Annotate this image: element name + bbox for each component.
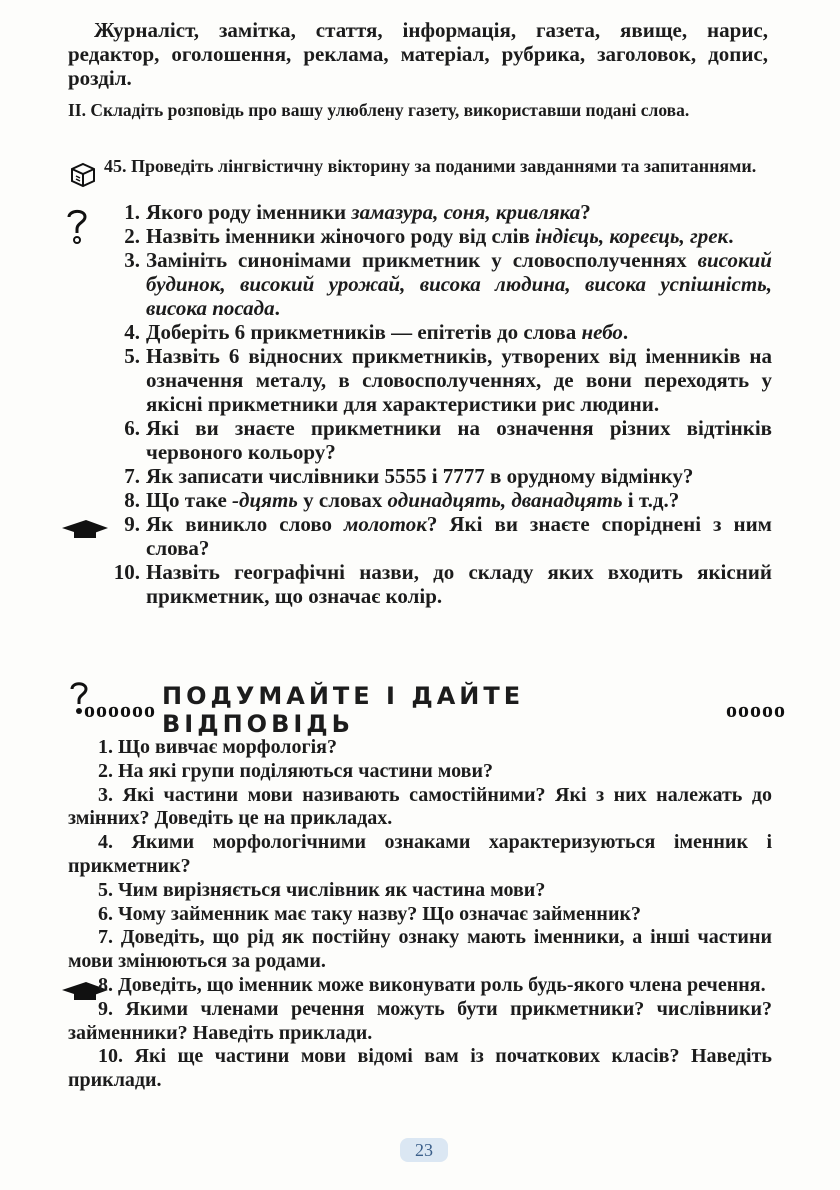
section-dots-left: oooooo [84, 697, 156, 722]
quiz-example-words: індієць, кореєць, грек [535, 224, 729, 248]
section-title: ПОДУМАЙТЕ І ДАЙТЕ ВІДПОВІДЬ [162, 682, 525, 738]
quiz-item-text [146, 560, 772, 608]
quiz-question-text: ? [580, 200, 591, 224]
review-questions [68, 736, 772, 1093]
quiz-item [100, 344, 772, 416]
section-heading [66, 682, 786, 738]
review-item: 2. На які групи поділяються частини мови? [98, 759, 493, 782]
quiz-item-number: 4. [124, 320, 140, 344]
quiz-example-words: замазура, соня, кривляка [351, 200, 581, 224]
quiz-item-number: 5. [124, 344, 140, 368]
review-item: 8. Доведіть, що іменник може виконувати роль будь-якого члена речення. [98, 973, 766, 996]
quiz-item [100, 200, 772, 224]
quiz-item [100, 512, 772, 560]
quiz-question-text: Доберіть 6 прикметників — епітетів до слова [146, 320, 582, 344]
quiz-example-words: високий будинок, високий урожай, висока людина, висока успішність, висока посада [146, 248, 772, 320]
quiz-item [100, 464, 772, 488]
quiz-item-number: 9. [124, 512, 140, 536]
page-number: 23 [400, 1138, 448, 1162]
quiz-question-text: у словах [297, 488, 388, 512]
quiz-item-number: 8. [124, 488, 140, 512]
quiz-item [100, 560, 772, 608]
quiz-example-words: молоток [344, 512, 427, 536]
quiz-example-words: небо [581, 320, 623, 344]
quiz-item-text [146, 464, 772, 488]
quiz-item-text [146, 488, 772, 512]
quiz-question-text: Які ви знаєте прикметники на означення різних відтінків червоного кольору? [146, 416, 772, 464]
exercise-heading: 45. Проведіть лінгвістичну вікторину за поданими завданнями та запитаннями. [104, 156, 757, 176]
quiz-item-number: 3. [124, 248, 140, 272]
words-list: Журналіст, замітка, стаття, інформація, газета, явище, нарис, редактор, оголошення, реклама, матеріал, рубрика, заголовок, допис, розділ. [68, 18, 768, 90]
quiz-question-text: Як виникло слово [146, 512, 345, 536]
quiz-item-number: 2. [124, 224, 140, 248]
quiz-example-words: -дцять [232, 488, 298, 512]
quiz-item-number: 1. [124, 200, 140, 224]
task-ii: II. Складіть розповідь про вашу улюблену газету, використавши подані слова. [68, 100, 690, 120]
quiz-item-text [146, 416, 772, 464]
quiz-question-text: . [728, 224, 734, 248]
quiz-question-text: Назвіть 6 відносних прикметників, утворених від іменників на означення металу, в словосполученнях, де вони переходять у якісні прикметники для характеристики рис людини. [146, 344, 772, 416]
quiz-question-text: Якого роду іменники [146, 200, 352, 224]
quiz-item-text [146, 320, 772, 344]
quiz-question-text: і т.д.? [622, 488, 680, 512]
review-item: 5. Чим вирізняється числівник як частина мови? [98, 878, 546, 901]
quiz-question-text: Назвіть географічні назви, до складу яких входить якісний прикметник, що означає колір. [146, 560, 772, 608]
quiz-question-text: Замініть синонімами прикметник у словосполученнях [146, 248, 698, 272]
quiz-item-number: 6. [124, 416, 140, 440]
quiz-item-text [146, 248, 772, 320]
review-item: 7. Доведіть, що рід як постійну ознаку мають іменники, а інші частини мови змінюються за родами. [68, 926, 772, 973]
quiz-item-text [146, 512, 772, 560]
review-item: 6. Чому займенник має таку назву? Що означає займенник? [98, 902, 641, 925]
quiz-item [100, 416, 772, 464]
quiz-item-number: 10. [113, 560, 140, 584]
quiz-question-text: Як записати числівники 5555 і 7777 в орудному відмінку? [146, 464, 694, 488]
quiz-question-text: . [622, 320, 629, 344]
section-dots-right: ooooo [726, 697, 786, 722]
quiz-question-text: Що таке [146, 488, 233, 512]
quiz-question-text: Назвіть іменники жіночого роду від слів [146, 224, 536, 248]
review-item: 3. Які частини мови називають самостійними? Які з них належать до змінних? Доведіть це на прикладах. [68, 783, 772, 830]
quiz-item-number: 7. [124, 464, 140, 488]
quiz-item [100, 248, 772, 320]
review-item: 4. Якими морфологічними ознаками характеризуються іменник і прикметник? [68, 831, 772, 877]
cube-icon [70, 162, 96, 188]
quiz-question-text: ? Які ви знаєте споріднені з ним слова? [146, 512, 772, 560]
quiz-item [100, 488, 772, 512]
quiz-item-text [146, 344, 772, 416]
review-item: 10. Які ще частини мови відомі вам із початкових класів? Наведіть приклади. [68, 1045, 772, 1092]
quiz-item-text [146, 200, 772, 224]
quiz-question-text: . [274, 296, 280, 320]
quiz-item-text [146, 224, 772, 248]
question-mark-icon [62, 206, 92, 246]
quiz-list [100, 200, 772, 608]
quiz-item [100, 224, 772, 248]
review-item: 1. Що вивчає морфологія? [98, 736, 337, 758]
quiz-example-words: одинадцять, дванадцять [387, 488, 623, 512]
review-item: 9. Якими членами речення можуть бути прикметники? числівники? займенники? Наведіть приклади. [68, 997, 772, 1044]
quiz-item [100, 320, 772, 344]
